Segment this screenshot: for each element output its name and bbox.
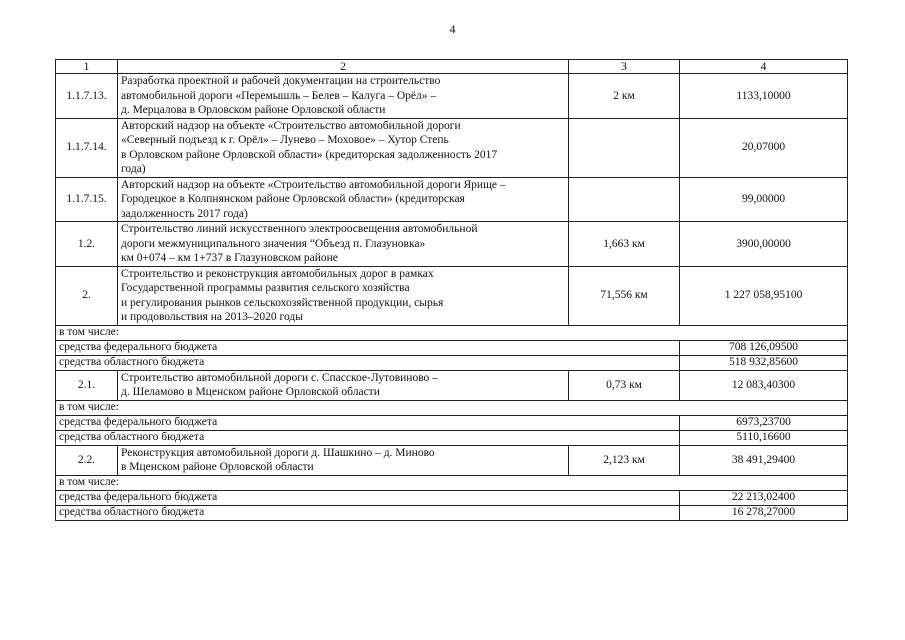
funding-amount-cell: 16 278,27000: [680, 505, 848, 520]
length-cell: [569, 118, 680, 177]
description-line: Разработка проектной и рабочей документации на строительство: [121, 75, 441, 87]
including-row: [56, 475, 848, 490]
length-cell: 2 км: [569, 74, 680, 119]
table-row: [56, 74, 848, 119]
amount-cell: 1 227 058,95100: [680, 266, 848, 325]
amount-cell: 99,00000: [680, 177, 848, 222]
description-line: Государственной программы развития сельского хозяйства: [121, 282, 410, 294]
row-number-cell: 1.1.7.14.: [56, 118, 118, 177]
including-row: [56, 400, 848, 415]
page-number: 4: [449, 22, 456, 36]
funding-source-row: [56, 415, 848, 430]
row-number-cell: 1.1.7.15.: [56, 177, 118, 222]
description-cell: [118, 74, 569, 119]
description-line: Строительство линий искусственного электроосвещения автомобильной: [121, 223, 478, 235]
description-line: Реконструкция автомобильной дороги д. Шашкино – д. Миново: [121, 446, 435, 459]
including-label: в том числе:: [56, 325, 848, 340]
header-cell-2: 2: [118, 60, 569, 74]
row-number-cell: 1.1.7.13.: [56, 74, 118, 119]
including-row: [56, 325, 848, 340]
table-row: [56, 266, 848, 325]
description-line: в Орловском районе Орловской области» (кредиторская задолженность 2017: [121, 148, 498, 161]
length-cell: 1,663 км: [569, 222, 680, 267]
description-line: км 0+074 – км 1+737 в Глазуновском районе: [121, 252, 338, 264]
header-cell-4: 4: [680, 60, 848, 74]
funding-amount-cell: 518 932,85600: [680, 355, 848, 370]
length-cell: 2,123 км: [569, 445, 680, 475]
table-header-row: [56, 60, 848, 74]
description-line: и регулирования рынков сельскохозяйственной продукции, сырья: [121, 296, 444, 309]
funding-source-label: средства федерального бюджета: [56, 415, 680, 430]
funding-source-row: [56, 340, 848, 355]
description-cell: [118, 370, 569, 400]
funding-source-label: средства федерального бюджета: [56, 490, 680, 505]
length-cell: [569, 177, 680, 222]
description-line: Авторский надзор на объекте «Строительство автомобильной дороги: [121, 119, 461, 132]
description-line: д. Мерцалова в Орловском районе Орловской области: [121, 104, 386, 116]
description-cell: [118, 445, 569, 475]
description-line: года): [121, 163, 146, 175]
description-line: в Мценском районе Орловской области: [121, 461, 314, 473]
row-number-cell: 2.2.: [56, 445, 118, 475]
description-line: дороги межмуниципального значения “Объезд п. Глазуновка»: [121, 237, 426, 250]
funding-source-label: средства областного бюджета: [56, 505, 680, 520]
row-number-cell: 1.2.: [56, 222, 118, 267]
table-row: [56, 445, 848, 475]
description-line: задолженность 2017 года): [121, 207, 248, 220]
funding-source-label: средства областного бюджета: [56, 430, 680, 445]
description-cell: [118, 222, 569, 267]
row-number-cell: 2.: [56, 266, 118, 325]
description-line: автомобильной дороги «Перемышль – Белев – Калуга – Орёл» –: [121, 89, 437, 102]
description-line: «Северный подъезд к г. Орёл» – Лунево – Моховое» – Хутор Степь: [121, 134, 449, 146]
length-cell: 71,556 км: [569, 266, 680, 325]
amount-cell: 20,07000: [680, 118, 848, 177]
funding-source-row: [56, 505, 848, 520]
including-label: в том числе:: [56, 475, 848, 490]
including-label: в том числе:: [56, 400, 848, 415]
amount-cell: 38 491,29400: [680, 445, 848, 475]
budget-table: [55, 59, 848, 521]
amount-cell: 12 083,40300: [680, 370, 848, 400]
table-row: [56, 222, 848, 267]
table-body: [56, 60, 848, 521]
row-number-cell: 2.1.: [56, 370, 118, 400]
funding-source-row: [56, 355, 848, 370]
length-cell: 0,73 км: [569, 370, 680, 400]
table-row: [56, 177, 848, 222]
funding-source-label: средства федерального бюджета: [56, 340, 680, 355]
description-cell: [118, 177, 569, 222]
table-row: [56, 370, 848, 400]
description-line: Строительство и реконструкция автомобильных дорог в рамках: [121, 267, 434, 280]
funding-source-label: средства областного бюджета: [56, 355, 680, 370]
description-line: и продовольствия на 2013–2020 годы: [121, 311, 303, 323]
amount-cell: 1133,10000: [680, 74, 848, 119]
description-line: д. Шеламово в Мценском районе Орловской области: [121, 386, 380, 398]
description-cell: [118, 118, 569, 177]
funding-amount-cell: 22 213,02400: [680, 490, 848, 505]
funding-amount-cell: 708 126,09500: [680, 340, 848, 355]
header-cell-1: 1: [56, 60, 118, 74]
amount-cell: 3900,00000: [680, 222, 848, 267]
description-cell: [118, 266, 569, 325]
description-line: Городецкое в Колпнянском районе Орловской области» (кредиторская: [121, 193, 465, 205]
funding-amount-cell: 6973,23700: [680, 415, 848, 430]
description-line: Строительство автомобильной дороги с. Спасское-Лутовиново –: [121, 371, 438, 384]
description-line: Авторский надзор на объекте «Строительство автомобильной дороги Ярище –: [121, 178, 506, 191]
header-cell-3: 3: [569, 60, 680, 74]
funding-amount-cell: 5110,16600: [680, 430, 848, 445]
table-row: [56, 118, 848, 177]
funding-source-row: [56, 430, 848, 445]
funding-source-row: [56, 490, 848, 505]
